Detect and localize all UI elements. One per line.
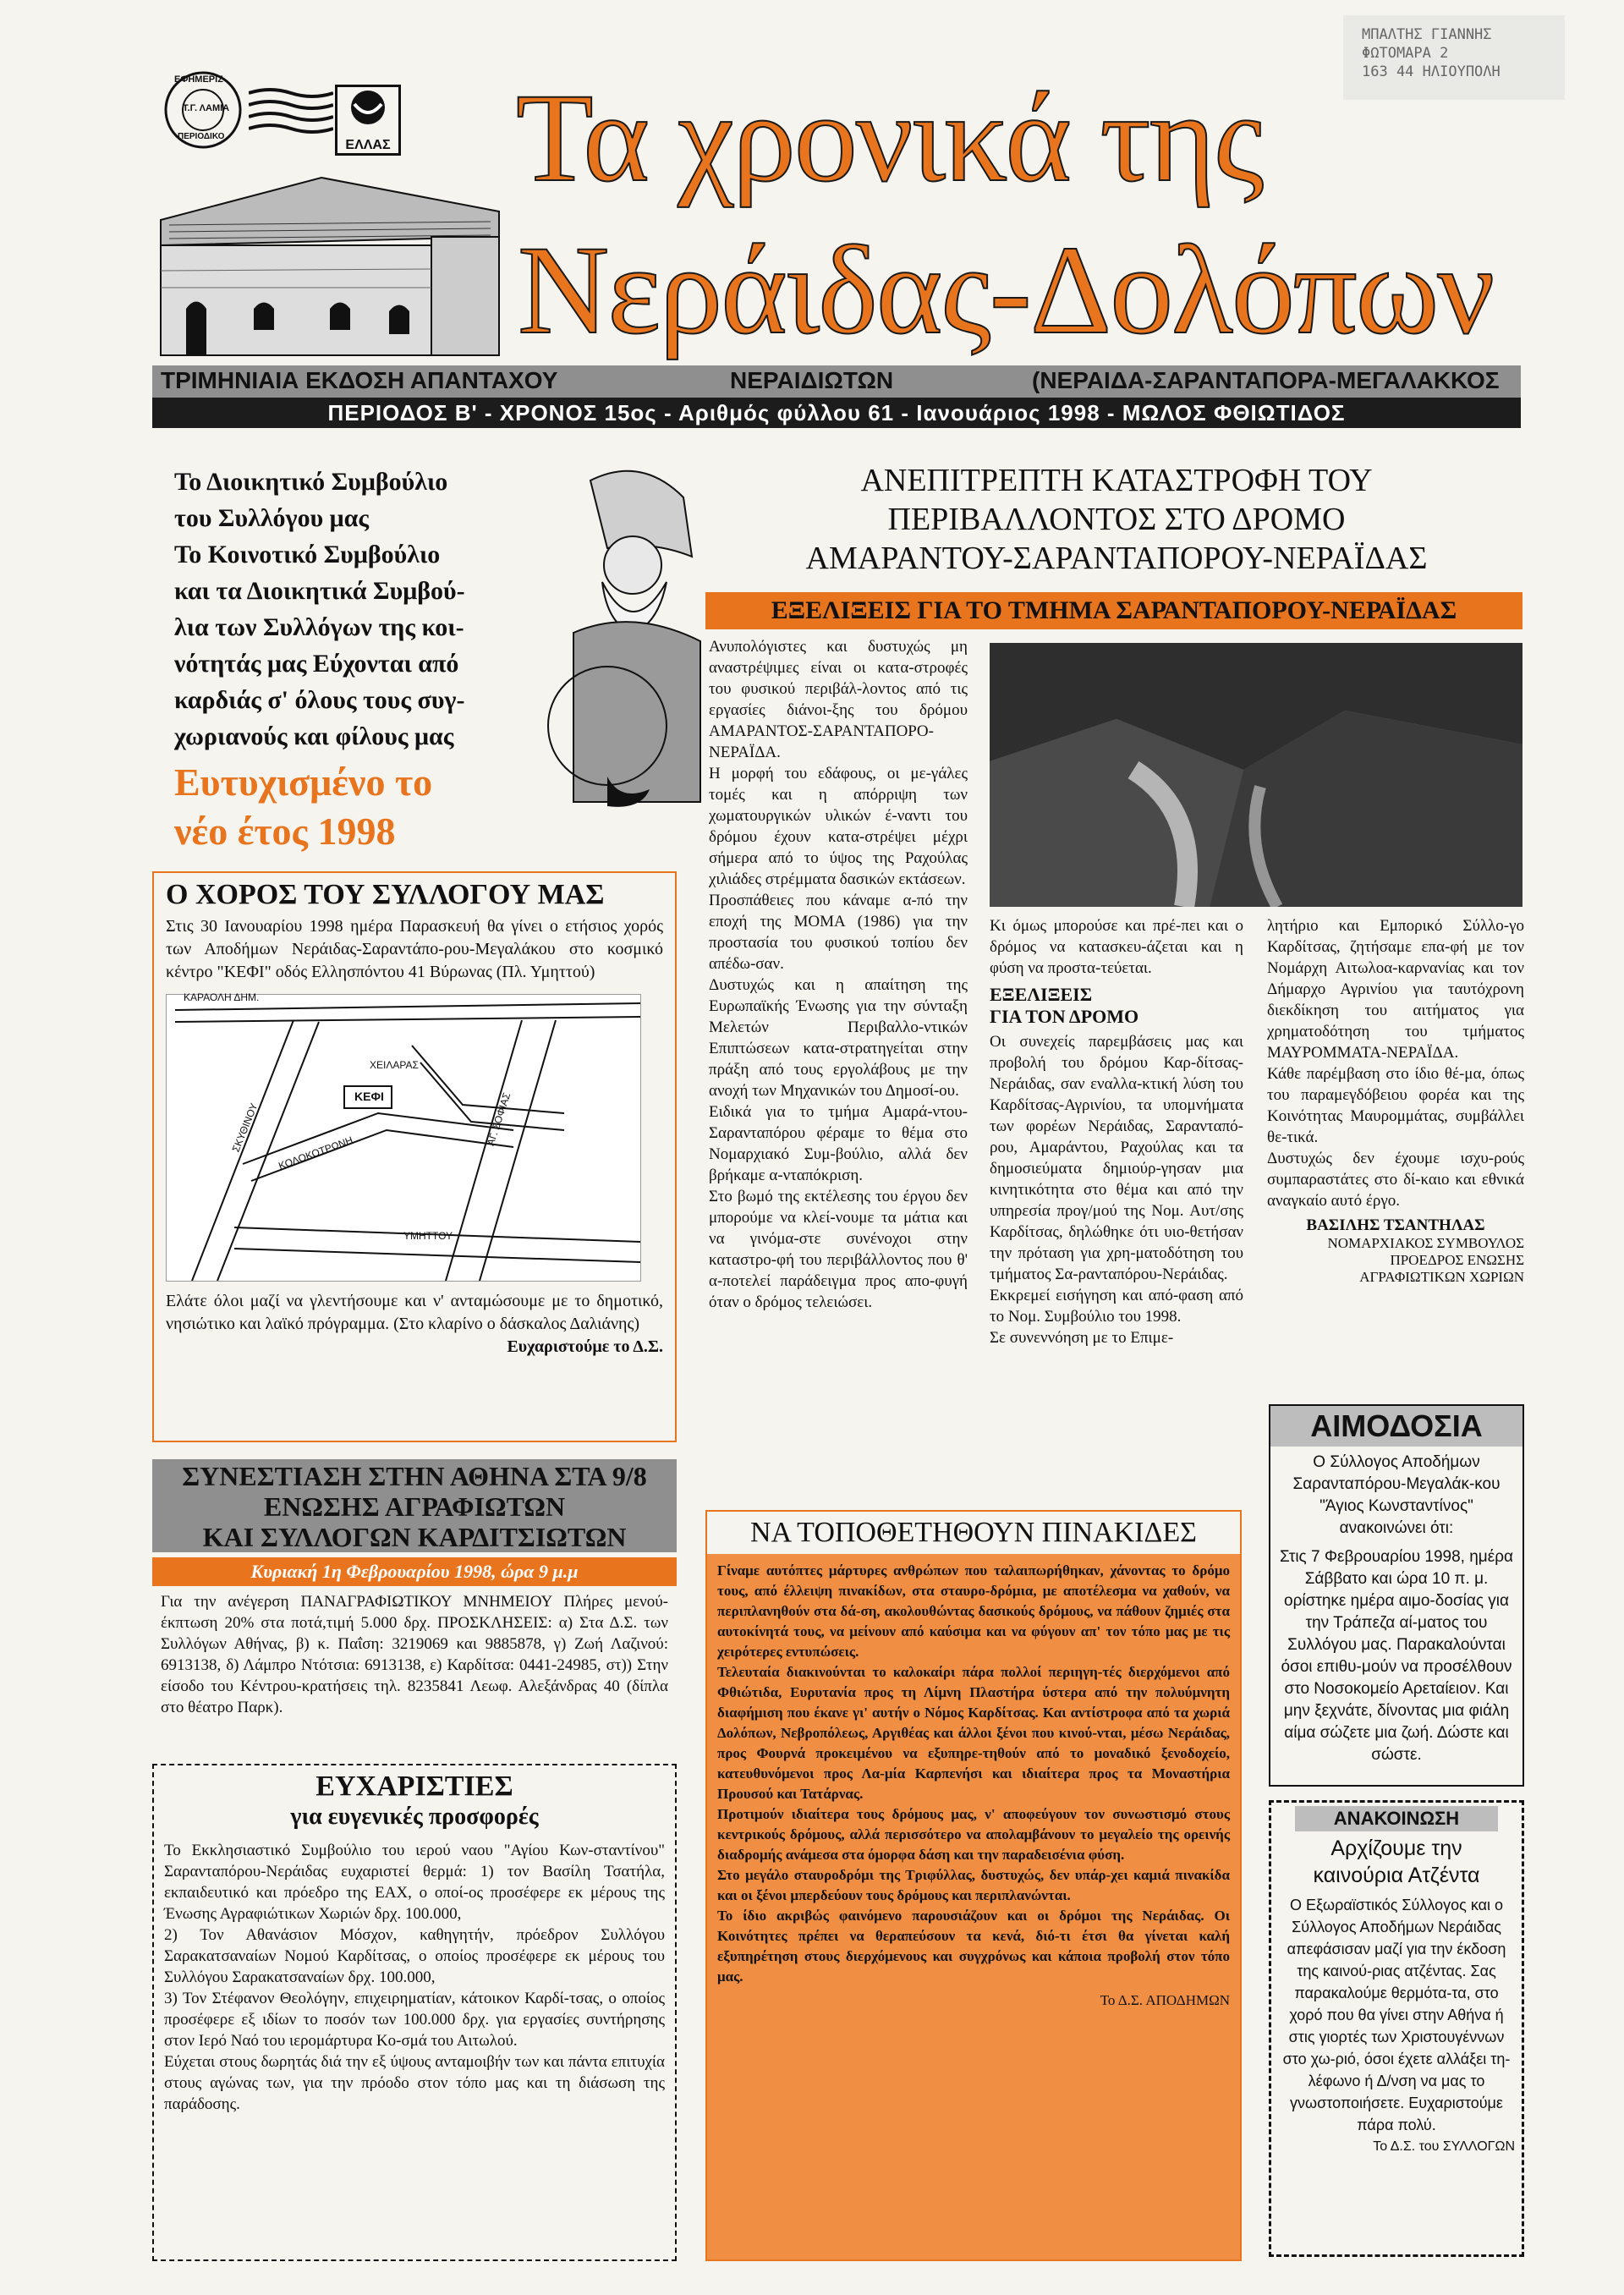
notice-signature: Το Δ.Σ. του ΣΥΛΛΟΓΩΝ (1373, 2139, 1515, 2154)
environment-paragraph: Προσπάθειες που κάναμε α-πό την εποχή της ΜΟΜΑ (1986) για την προστασία του φυσικού τοπίου δεν απέδω-σαν. (709, 892, 968, 973)
roads-subhead-line2: ΓΙΑ ΤΟΝ ΔΡΟΜΟ (990, 1006, 1139, 1027)
signature-name: ΒΑΣΙΛΗΣ ΤΣΑΝΤΗΛΑΣ (1306, 1216, 1485, 1234)
postal-seal-mid: Τ.Γ. ΛΑΜΙΑ (183, 103, 230, 113)
dance-announcement (152, 871, 677, 1442)
greeting-line: λια των Συλλόγων της κοι- (174, 613, 464, 641)
postal-cancel-lines (249, 86, 333, 137)
environment-column-1 (709, 636, 968, 1313)
dinner-announcement (152, 1459, 677, 1755)
church-illustration (152, 161, 508, 364)
thanks-paragraph: 3) Τον Στέφανον Θεολόγην, επιχειρηματίαν, κάτοικον Καρδί-τσας, ο οποίος προσέφερε εξ ιδίων το ποσόν των 100.000 δρχ. για εργασίες συντήρησης στον Ιερό Ναό του ιερομάρτυρα Κο-σμά του Αιτωλού. (164, 1990, 665, 2050)
forest-road-photo (990, 643, 1522, 907)
dance-body: Στις 30 Ιανουαρίου 1998 ημέρα Παρασκευή θα γίνει ο ετήσιος χορός των Αποδήμων Νεράιδας-Σαραντάπο-ρου-Μεγαλάκου στο κοσμικό κέντρο "ΚΕΦΙ" οδός Ελλησπόντου 41 Βύρωνας (Πλ. Υμηττού) (166, 917, 663, 981)
signs-paragraph: Το ίδιο ακριβώς φαινόμενο παρουσιάζουν και οι δρόμοι της Νεράιδας. Οι Κοινότητες πρέπει να θεραπεύσουν τα κενά, διό-τι έτσι θα γίνεται καλή εξυπηρέτηση στους διερχόμενους και συγχρόνως και κάποια προβολή στον τόπο μας. (717, 1908, 1230, 1985)
postal-seal-bottom: ΠΕΡΙΟΔΙΚΟ (178, 132, 225, 141)
postal-seal (162, 69, 244, 151)
notice-title-line1: Αρχίζουμε την (1330, 1837, 1462, 1860)
dinner-date-bar: Κυριακή 1η Φεβρουαρίου 1998, ώρα 9 μ.μ (152, 1557, 677, 1586)
thanks-paragraph: Εύχεται στους δωρητάς διά την εξ ύψους ανταμοιβήν των και πάντα επιτυχία στους αγώνας των, για την πρόοδο στον τόπο μας και τη διάσωση της παράδοσης. (164, 2053, 665, 2113)
subtitle-mid: ΝΕΡΑΙΔΙΩΤΩΝ (730, 367, 894, 393)
signature-role: ΠΡΟΕΔΡΟΣ ΕΝΩΣΗΣ (1390, 1252, 1524, 1268)
signs-paragraph: Γίναμε αυτόπτες μάρτυρες ανθρώπων που ταλαιπωρήθηκαν, χάνοντας το δρόμο τους, από έλλειψη πινακίδων, στα σταυρο-δρόμια, με αποτέλεσμα να χαθούν, να περιπλανηθούν στα δά-ση, ακολουθώντας δασικούς δρόμους, να πάθουν ζημιές στα αυτοκίνητά τους, να μείνουν από καύσιμα και να φύγουν απ' τον τόπο μας με τις χειρότερες εντυπώσεις. (717, 1562, 1230, 1660)
map-label: ΣΚΥΘΙΝΟΥ (229, 1101, 261, 1154)
environment-paragraph: Ανυπολόγιστες και δυστυχώς μη αναστρέψιμες είναι οι κατα-στροφές του φυσικού περιβάλ-λοντος από τις εργασίες διάνοι-ξης του δρόμου ΑΜΑΡΑΝΤΟΣ-ΣΑΡΑΝΤΑΠΟΡΟ-ΝΕΡΑΪΔΑ. (709, 638, 968, 761)
environment-paragraph: Στο βωμό της εκτέλεσης του έργου δεν μπορούμε να κλεί-νουμε τα μάτια και να γινόμα-στε συνένοχοι στην καταστρο-φή του περιβάλλοντος που θ' α-ποτελεί παράδειγμα προς απο-φυγή όταν ο δρόμος τελειώσει. (709, 1188, 968, 1311)
greeting-wish-line1: Ευτυχισμένο το (174, 760, 433, 804)
dinner-heading-line3: ΚΑΙ ΣΥΛΛΟΓΩΝ ΚΑΡΔΙΤΣΙΩΤΩΝ (202, 1522, 627, 1552)
map-label: ΚΕΦΙ (354, 1090, 384, 1103)
signs-heading: ΝΑ ΤΟΠΟΘΕΤΗΘΟΥΝ ΠΙΝΑΚΙΔΕΣ (707, 1512, 1240, 1554)
dance-location-map (166, 991, 641, 1282)
greeting-line: καρδιάς σ' όλους τους συγ- (174, 686, 465, 714)
environment-paragraph: Εκκρεμεί εισήγηση και από-φαση από το Νομ. Συμβούλιο του 1998. (990, 1287, 1243, 1326)
signs-paragraph: Προτιμούν ιδιαίτερα τους δρόμους μας, ν' αποφεύγουν τον συνωστισμό στους κεντρικούς δρόμους, αλλά περισσότερο να απολαμβάνουν το μεγαλείο της ορεινής διαδρομής ανάμεσα στα όμορφα δάση και την παραδεισένια φύση. (717, 1806, 1230, 1863)
thanks-paragraph: Το Εκκλησιαστικό Συμβούλιο του ιερού ναου "Αγίου Κων-σταντίνου" Σαρανταπόρου-Νεράιδας ευχαριστεί θερμά: 1) τον Βασίλη Τσατήλα, εκπαιδευτικό και πρόεδρο της ΕΑΧ, ο οποί-ος προσέφερε εκ μέρους της Ένωσης Αγραφιώτικων Χωριών δρχ. 100.000, (164, 1842, 665, 1923)
greeting-line: νότητάς μας Εύχονται από (174, 650, 459, 678)
environment-subheading-bar: ΕΞΕΛΙΞΕΙΣ ΓΙΑ ΤΟ ΤΜΗΜΑ ΣΑΡΑΝΤΑΠΟΡΟΥ-ΝΕΡΑΪΔΑΣ (705, 592, 1522, 629)
environment-paragraph: Οι συνεχείς παρεμβάσεις μας και προβολή του δρόμου Καρ-δίτσας-Νεράιδας, σαν εναλλα-κτική λύση του Καρδίτσας-Αγρινίου, τα υπομνήματα των φορέων Νεράιδας, Σαρανταπό-ρου, Αμαράντου, Ραχούλας και τα δημοσιεύματα δημιούρ-γησαν μια κινητικότητα στο θέμα και από την υπηρεσία προγ/μού της Νομ. Αυτ/σης Καρδίτσας, δηλώθηκε ότι υιο-θετήσαν την πρόταση για χρη-ματοδότηση του τμήματος Σα-ρανταπόρου-Νεράιδας. (990, 1033, 1243, 1283)
new-year-greeting (169, 464, 694, 861)
signature-role: ΝΟΜΑΡΧΙΑΚΟΣ ΣΥΜΒΟΥΛΟΣ (1327, 1235, 1524, 1251)
greeting-line: Το Κοινοτικό Συμβούλιο (174, 541, 441, 568)
greeting-line: και τα Διοικητικά Συμβού- (174, 577, 465, 605)
thanks-paragraph: 2) Τον Αθανάσιον Μόσχον, καθηγητήν, πρόεδρον Συλλόγου Σαρακατσαναίων Νομού Καρδίτσας, ο οποίος προσέφερε εκ μέρους του Συλλόγου Σαρακατσαναίων δρχ. 100.000, (164, 1926, 665, 1986)
environment-paragraph: Δυστυχώς δεν έχουμε ισχυ-ρούς συμπαραστάτες στο δί-καιο και εθνικά αναγκαίο αυτό έργο. (1267, 1150, 1524, 1210)
newspaper-title-line1: Τα χρονικά της (516, 68, 1263, 208)
issue-info-bar: ΠΕΡΙΟΔΟΣ Β' - ΧΡΟΝΟΣ 15ος - Αριθμός φύλλου 61 - Ιανουάριος 1998 - ΜΩΛΟΣ ΦΘΙΩΤΙΔΟΣ (152, 398, 1521, 428)
dance-heading: Ο ΧΟΡΟΣ ΤΟΥ ΣΥΛΛΟΓΟΥ ΜΑΣ (166, 879, 605, 910)
environment-paragraph: Η μορφή του εδάφους, οι με-γάλες τομές και η απόρριψη των χωματουργικών υλικών έ-ναντι του δρόμου έχουν κατα-στρέψει μέχρι σήμερα από το ύψος της Ραχούλας χιλιάδες στρέμματα δασικών εκτάσεων. (709, 765, 968, 888)
donations-thanks (152, 1764, 677, 2261)
dinner-heading-line2: ΕΝΩΣΗΣ ΑΓΡΑΦΙΩΤΩΝ (263, 1491, 566, 1522)
environment-paragraph: Κάθε παρέμβαση στο ίδιο θέ-μα, όπως του παραμεγδόβειου φορέα και της Κοινότητας Μαυρομμάτας, συμβάλλει θε-τικά. (1267, 1065, 1524, 1146)
greeting-line: Το Διοικητικό Συμβούλιο (174, 468, 448, 496)
map-label: ΚΟΛΟΚΟΤΡΩΝΗ (277, 1134, 355, 1172)
address-name: ΜΠΑΛΤΗΣ ΓΙΑΝΝΗΣ (1362, 26, 1492, 43)
postal-seal-top: ΕΦΗΜΕΡΙΣ (174, 74, 223, 85)
dance-thanks: Ευχαριστούμε το Δ.Σ. (507, 1337, 663, 1356)
environment-paragraph: Σε συνεννόηση με το Επιμε- (990, 1329, 1174, 1347)
blood-donation-box (1269, 1404, 1524, 1787)
postal-horn-stamp (335, 85, 401, 156)
environment-headline-line2: ΠΕΡΙΒΑΛΛΟΝΤΟΣ ΣΤΟ ΔΡΟΜΟ (887, 502, 1346, 537)
blood-heading: ΑΙΜΟΔΟΣΙΑ (1270, 1406, 1522, 1447)
map-label: ΚΑΡΑΟΛΗ ΔΗΜ. (184, 991, 260, 1003)
environment-paragraph: Ειδικά για το τμήμα Αμαρά-ντου-Σαρανταπόρου φέραμε το θέμα στο Νομαρχιακό Συμ-βούλιο, αλλά δεν βρήκαμε α-νταπόκριση. (709, 1103, 968, 1184)
map-label: ΧΕΙΛΑΡΑΣ (370, 1059, 419, 1071)
greeting-wish-line2: νέο έτος 1998 (174, 810, 396, 853)
environment-headline-line3: ΑΜΑΡΑΝΤΟΥ-ΣΑΡΑΝΤΑΠΟΡΟΥ-ΝΕΡΑΪΔΑΣ (805, 541, 1428, 576)
blood-body: Στις 7 Φεβρουαρίου 1998, ημέρα Σάββατο και ώρα 10 π. μ. ορίστηκε ημέρα αιμο-δοσίας για την Τράπεζα αί-ματος του Συλλόγου μας. Παρακαλούνται όσοι επιθυ-μούν να προσέλθουν στο Νοσοκομείο Αρεταίειον. Και μην ξεχνάτε, δίνοντας μια φιάλη αίμα σώζετε μια ζωή. Δώστε και σώστε. (1279, 1548, 1514, 1764)
greeting-lines (174, 464, 546, 755)
subtitle-right: (ΝΕΡΑΙΔΑ-ΣΑΡΑΝΤΑΠΟΡΑ-ΜΕΓΑΛΑΚΚΟΣ (1032, 367, 1500, 393)
subtitle-left: ΤΡΙΜΗΝΙΑΙΑ ΕΚΔΟΣΗ ΑΠΑΝΤΑΧΟΥ (161, 367, 558, 393)
signs-paragraph: Τελευταία διακινούνται το καλοκαίρι πάρα πολλοί περιηγη-τές διερχόμενοι από Φθιώτιδα, Ευρυτανία προς τη Λίμνη Πλαστήρα ύστερα από την πολυύμνητη διαφήμιση που έκανε γι' αυτήν ο Νόμος Καρδίτσας. Και αντίστροφα από τα χωριά Δολόπων, Νεβροπόλεως, Αργιθέας και άλλοι ξένοι που κινού-νται, μέσω Νεράιδας, προς Φουρνά προκειμένου να εξυπηρε-τηθούν από το μοναδικό ξενοδοχείο, κατευθυνόμενοι προς Λα-μία Καρπενήσι και ιδιαίτερα προς τα Μοναστήρια Προυσού και Τατάρνας. (717, 1664, 1230, 1802)
dinner-heading-box (152, 1459, 677, 1552)
thanks-subheading: για ευγενικές προσφορές (290, 1804, 539, 1830)
dance-closing: Ελάτε όλοι μαζί να γλεντήσουμε και ν' ανταμώσουμε με το δημοτικό, νησιώτικο και λαϊκό πρόγραμμα. (Στο κλαρίνο ο δάσκαλος Δαλιάνης) (166, 1292, 663, 1333)
map-label: ΥΜΗΤΤΟΥ (403, 1230, 453, 1242)
postal-stamp-label: ΕΛΛΑΣ (345, 138, 391, 152)
notice-title-line2: καινούρια Ατζέντα (1313, 1864, 1480, 1887)
environment-headline (702, 461, 1531, 578)
signs-article (705, 1510, 1242, 2261)
newspaper-title-line2: Νεράιδας-Δολόπων (518, 220, 1494, 360)
greeting-line: χωριανούς και φίλους μας (174, 722, 454, 750)
environment-col2-intro: Κι όμως μπορούσε και πρέ-πει και ο δρόμος να κατασκευ-άζεται και η φύση να προστα-τεύεται. (990, 917, 1243, 977)
signs-paragraph: Στο μεγάλο σταυροδρόμι της Τριφύλλας, δυστυχώς, δεν υπάρ-χει καμιά πινακίδα και οι ξένοι μπερδεύουν τους δρόμους και περιπλανώνται. (717, 1867, 1230, 1903)
dinner-heading-line1: ΣΥΝΕΣΤΙΑΣΗ ΣΤΗΝ ΑΘΗΝΑ ΣΤΑ 9/8 (182, 1461, 647, 1491)
thanks-heading: ΕΥΧΑΡΙΣΤΙΕΣ (315, 1771, 513, 1802)
environment-column-3 (1267, 915, 1524, 1286)
signature-role: ΑΓΡΑΦΙΩΤΙΚΩΝ ΧΩΡΙΩΝ (1359, 1269, 1524, 1285)
roads-subhead-line1: ΕΞΕΛΙΞΕΙΣ (990, 984, 1093, 1005)
signs-signature: Το Δ.Σ. ΑΠΟΔΗΜΩΝ (1100, 1992, 1230, 2008)
environment-column-2 (990, 915, 1243, 1348)
address-street: ΦΩΤΟΜΑΡΑ 2 (1362, 45, 1449, 62)
dinner-body: Για την ανέγερση ΠΑΝΑΓΡΑΦΙΩΤΙΚΟΥ ΜΝΗΜΕΙΟΥ Πλήρες μενού-έκπτωση 20% στα ποτά,τιμή 5.000 δρχ. ΠΡΟΣΚΛΗΣΕΙΣ: α) Στα Δ.Σ. των Συλλόγων Αθήνας, β) κ. Παΐση: 3219069 και 9885878, γ) Ζωή Λαζινού: 6913138, δ) Λάμπρο Ντότσια: 6913138, ε) Καρδίτσα: 0441-24985, στ)) Στην είσοδο του Κέντρου-κρατήσεις τηλ. 8235841 Λεωφ. Αλεξάνδρας 40 (δίπλα στο θέατρο Παρκ). (161, 1593, 668, 1716)
santa-illustration (540, 464, 709, 827)
map-label: ΑΓ. ΣΟΦΙΑΣ (484, 1090, 513, 1148)
subtitle-bar (152, 365, 1521, 398)
address-city: 163 44 ΗΛΙΟΥΠΟΛΗ (1362, 63, 1501, 80)
notice-body: Ο Εξωραϊστικός Σύλλογος και ο Σύλλογος Αποδήμων Νεράιδας απεφάσισαν μαζί για την έκδοση της καινού-ριας ατζέντας. Σας παρακαλούμε θερμότα-τα, στο χορό που θα γίνει στην Αθήνα ή στις γιορτές των Χριστουγέννων στο χω-ριό, όσοι έχετε αλλάξει τη-λέφωνο ή Δ/νση να μας το γνωστοποιήσετε. Ευχαριστούμε πάρα πολύ. (1282, 1897, 1511, 2133)
environment-paragraph: Δυστυχώς και η απαίτηση της Ευρωπαϊκής Ένωσης για την σύνταξη Μελετών Περιβαλλο-ντικών Επιπτώσεων κατα-στρατηγείται στην πράξη από τους εργολάβους με την ανοχή των Μηχανικών του Δημοσί-ου. (709, 976, 968, 1100)
blood-body-intro: Ο Σύλλογος Αποδήμων Σαρανταπόρου-Μεγαλάκ-κου "Άγιος Κωνσταντίνος" ανακοινώνει ότι: (1292, 1453, 1501, 1537)
environment-paragraph: λητήριο και Εμπορικό Σύλλο-γο Καρδίτσας, ζητήσαμε επα-φή με τον Νομάρχη Αιτωλοα-καρνανίας και τον Δήμαρχο Αγρινίου για ταυτόχρονη διεκδίκηση του αιτήματος για χρηματοδότηση του τμήματος ΜΑΥΡΟΜΜΑΤΑ-ΝΕΡΑΪΔΑ. (1267, 917, 1524, 1062)
notice-label: ΑΝΑΚΟΙΝΩΣΗ (1295, 1806, 1498, 1831)
greeting-line: του Συλλόγου μας (174, 504, 370, 532)
environment-headline-line1: ΑΝΕΠΙΤΡΕΠΤΗ ΚΑΤΑΣΤΡΟΦΗ ΤΟΥ (860, 463, 1373, 498)
agenda-notice (1269, 1800, 1524, 2257)
